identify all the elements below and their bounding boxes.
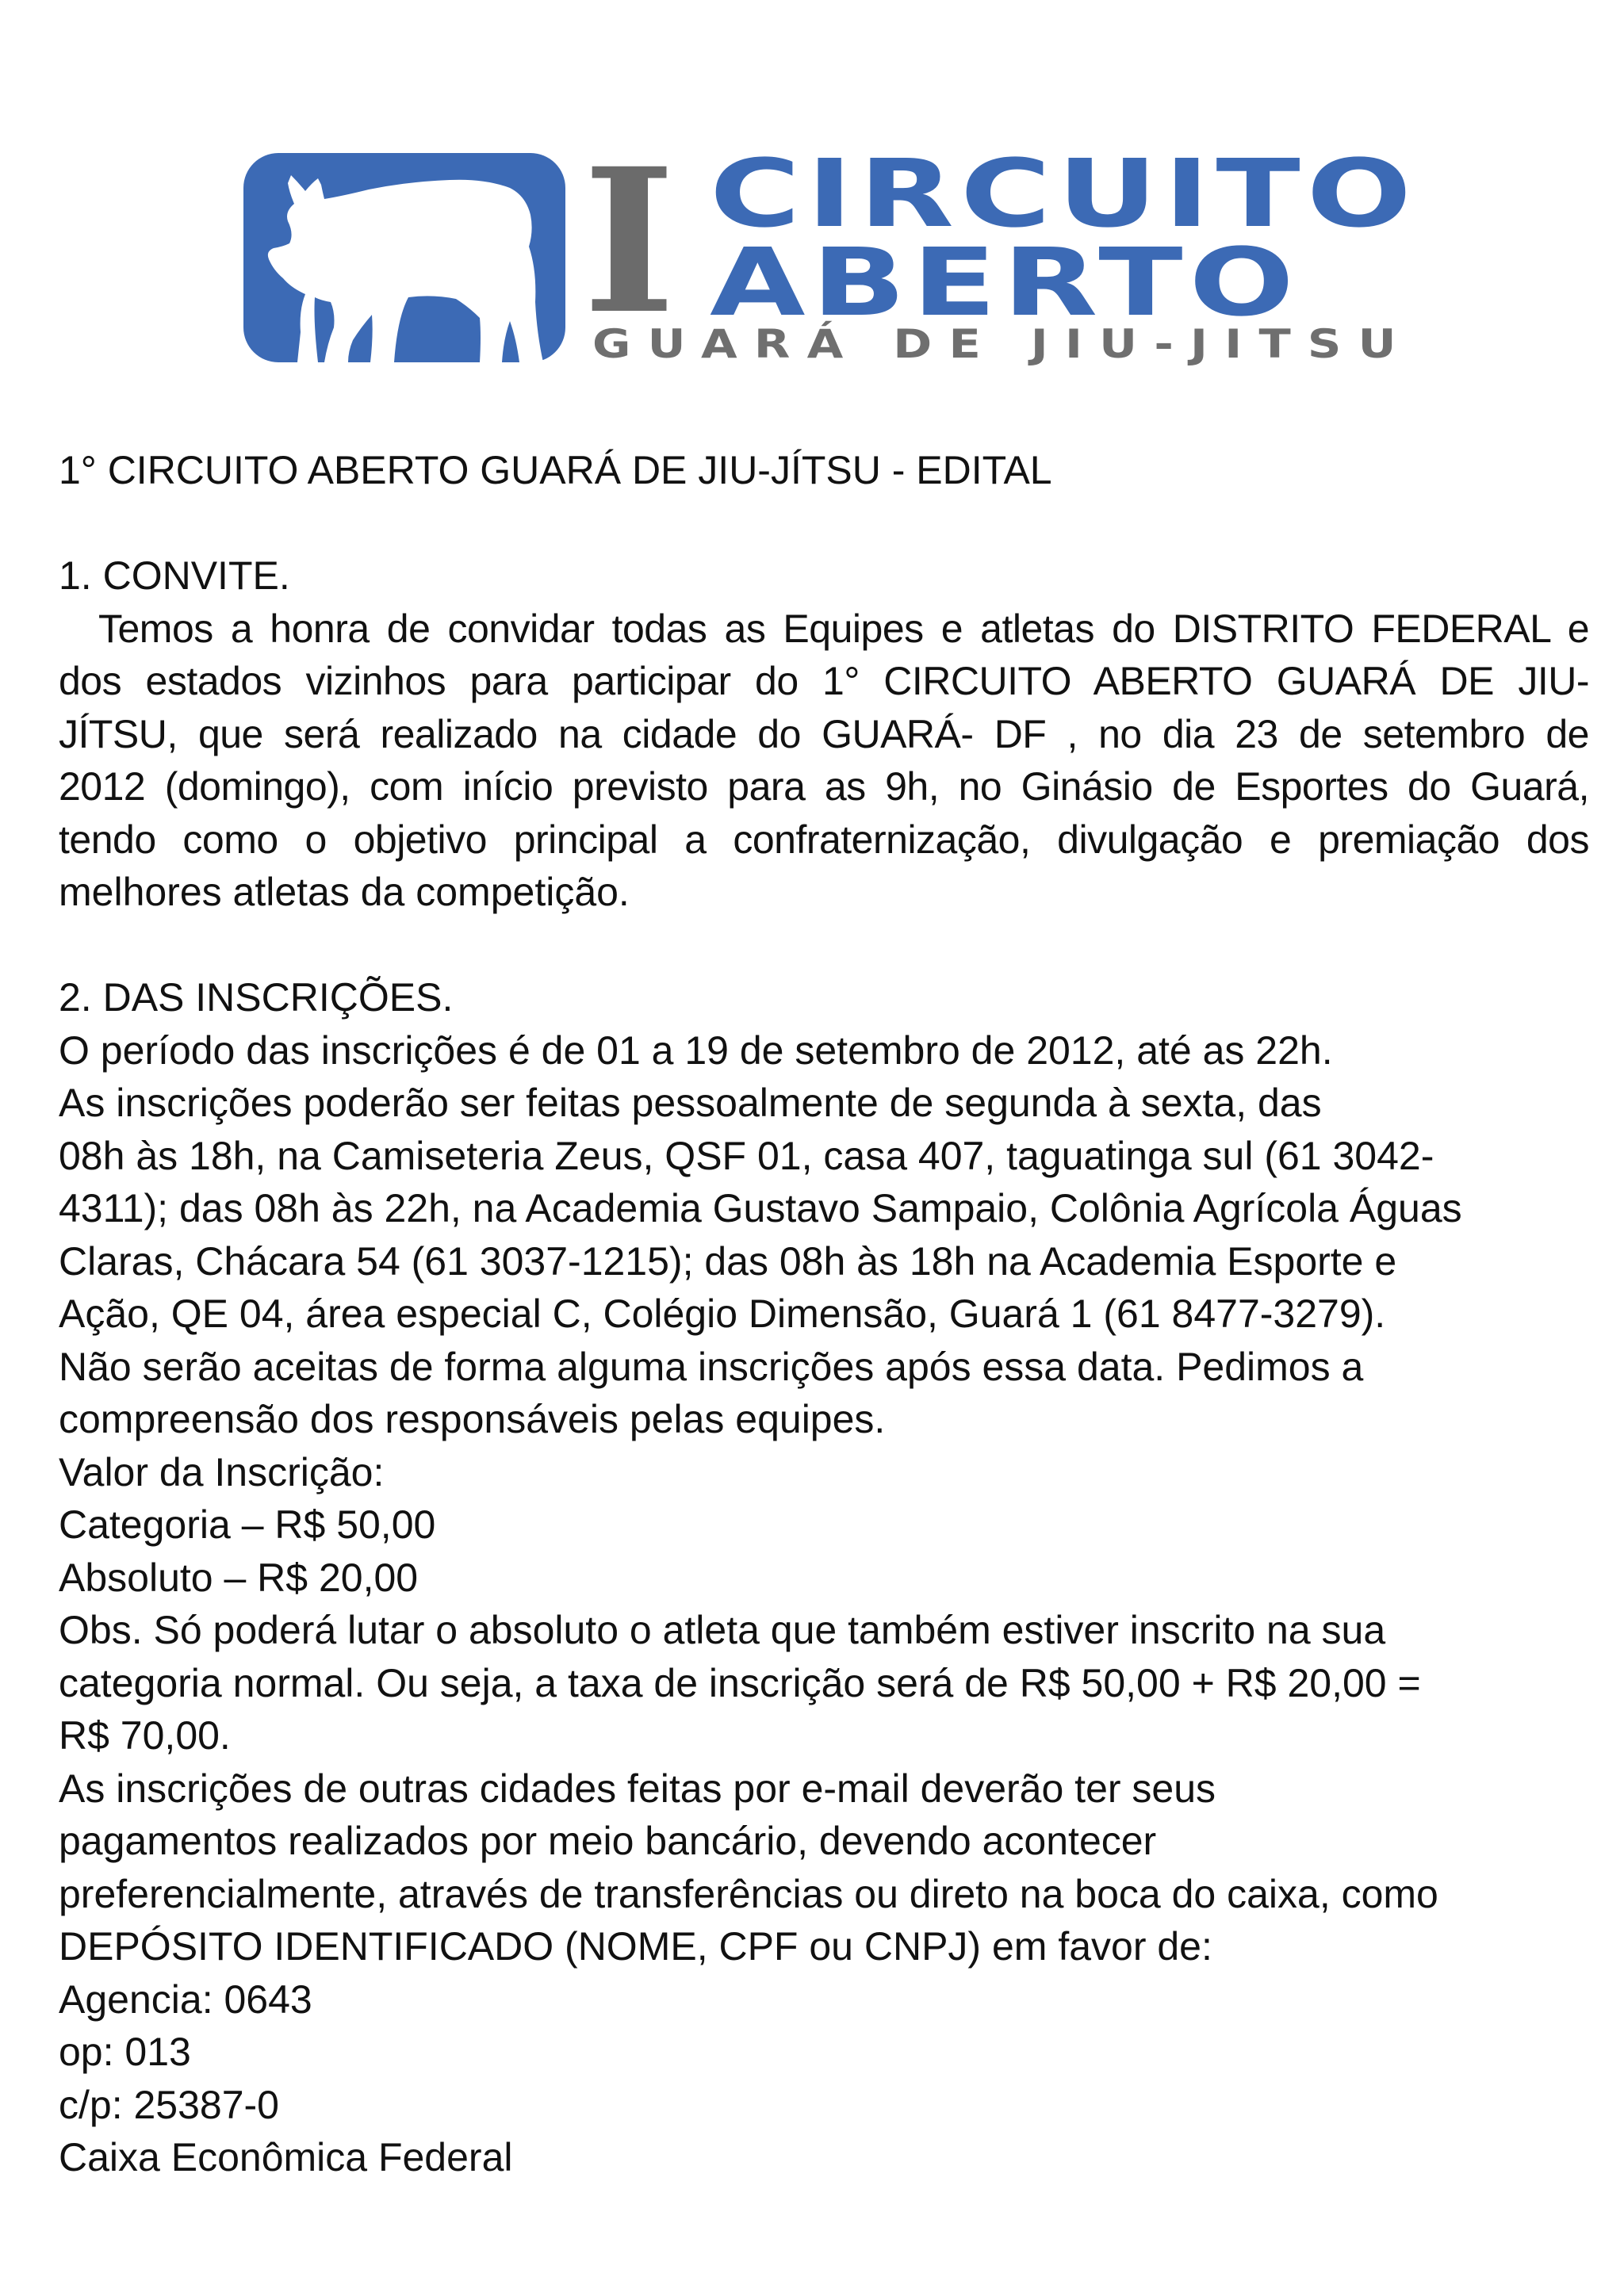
fee-heading: Valor da Inscrição:	[59, 1449, 385, 1494]
paragraph-line: pagamentos realizados por meio bancário, devendo acontecer	[59, 1819, 1157, 1863]
bank-account: c/p: 25387-0	[59, 2082, 279, 2127]
paragraph-line: O período das inscrições é de 01 a 19 de setembro de 2012, até as 22h.	[59, 1027, 1333, 1073]
paragraph-line: tendo como o objetivo principal a confraternização, divulgação e premiação dos	[59, 817, 1589, 862]
circuit-logo	[242, 124, 1418, 369]
paragraph-line: preferencialmente, através de transferências ou direto na boca do caixa, como	[59, 1871, 1438, 1916]
logo-subtitle: GUARÁ DE JIU-JITSU	[592, 321, 1413, 367]
paragraph-line: compreensão dos responsáveis pelas equipes.	[59, 1397, 886, 1441]
paragraph-line: categoria normal. Ou seja, a taxa de inscrição será de R$ 50,00 + R$ 20,00 =	[59, 1660, 1421, 1705]
paragraph-line: Obs. Só poderá lutar o absoluto o atleta que também estiver inscrito na sua	[59, 1608, 1386, 1652]
paragraph-line: melhores atletas da competição.	[59, 870, 630, 914]
bank-operation: op: 013	[59, 2030, 191, 2074]
paragraph-line: Temos a honra de convidar todas as Equipes e atletas do DISTRITO FEDERAL e	[98, 606, 1589, 651]
paragraph-line: 2012 (domingo), com início previsto para as 9h, no Ginásio de Esportes do Guará,	[59, 764, 1589, 809]
section-heading: 1. CONVITE.	[59, 553, 290, 598]
logo-wordmark	[583, 124, 1418, 369]
fee-category: Categoria – R$ 50,00	[59, 1502, 436, 1547]
spacer	[59, 919, 1589, 972]
edital-text	[59, 444, 1589, 2184]
paragraph-line: DEPÓSITO IDENTIFICADO (NOME, CPF ou CNPJ) em favor de:	[59, 1924, 1212, 1969]
paragraph-line: As inscrições poderão ser feitas pessoalmente de segunda à sexta, das	[59, 1081, 1322, 1125]
paragraph-line: R$ 70,00.	[59, 1713, 231, 1758]
paragraph-line: Não serão aceitas de forma alguma inscrições após essa data. Pedimos a	[59, 1344, 1364, 1389]
logo-word-circuito: CIRCUITO	[710, 139, 1418, 248]
paragraph-line: Claras, Chácara 54 (61 3037-1215); das 08h às 18h na Academia Esporte e	[59, 1238, 1397, 1284]
paragraph-line: Ação, QE 04, área especial C, Colégio Dimensão, Guará 1 (61 8477-3279).	[59, 1292, 1386, 1336]
bank-agency: Agencia: 0643	[59, 1976, 312, 2022]
document-title: 1° CIRCUITO ABERTO GUARÁ DE JIU-JÍTSU - EDITAL	[59, 448, 1052, 492]
paragraph-line: dos estados vizinhos para participar do 1° CIRCUITO ABERTO GUARÁ DE JIU-	[59, 659, 1589, 703]
spacer	[59, 497, 1589, 550]
paragraph-line: JÍTSU, que será realizado na cidade do GUARÁ- DF , no dia 23 de setembro de	[59, 711, 1589, 756]
paragraph-line: 4311); das 08h às 22h, na Academia Gustavo Sampaio, Colônia Agrícola Águas	[59, 1186, 1462, 1230]
paragraph-line: 08h às 18h, na Camiseteria Zeus, QSF 01, casa 407, taguatinga sul (61 3042-	[59, 1133, 1434, 1178]
fee-absolute: Absoluto – R$ 20,00	[59, 1555, 419, 1600]
section-heading: 2. DAS INSCRIÇÕES.	[59, 975, 454, 1020]
logo-roman-numeral: I	[583, 124, 676, 358]
wolf-silhouette-icon	[242, 151, 567, 364]
bank-name: Caixa Econômica Federal	[59, 2135, 513, 2179]
logo-word-aberto: ABERTO	[710, 228, 1300, 337]
paragraph-line: As inscrições de outras cidades feitas por e-mail deverão ter seus	[59, 1766, 1216, 1811]
